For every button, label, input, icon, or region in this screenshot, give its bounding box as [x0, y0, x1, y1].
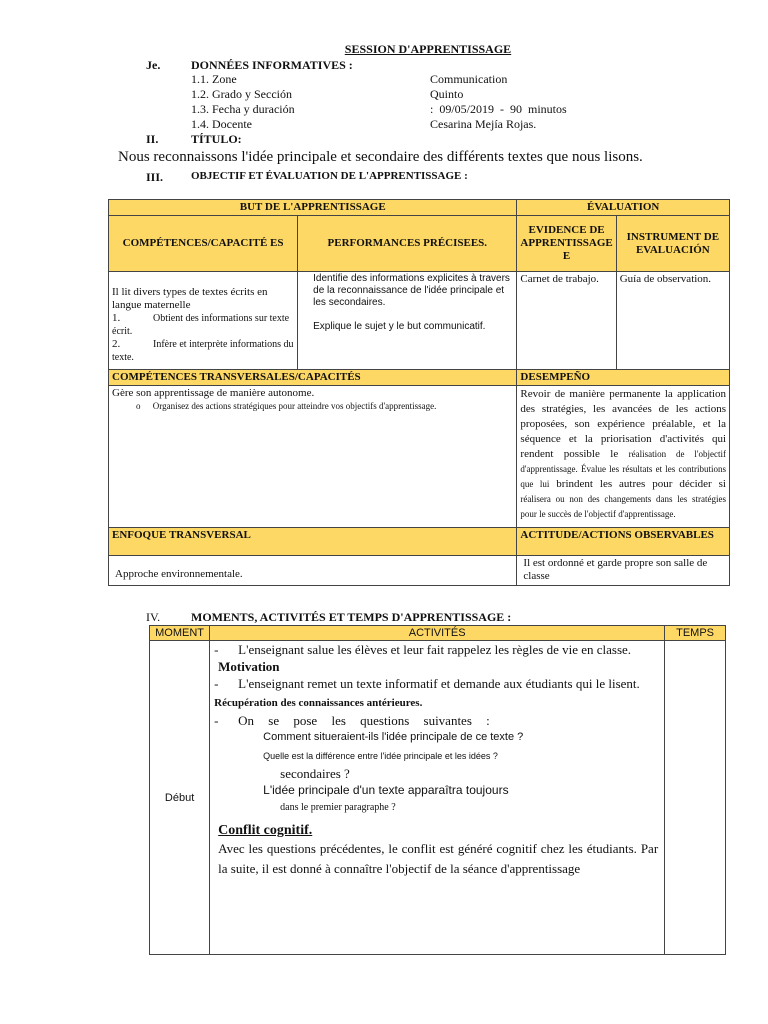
info-key: 1.2. Grado y Sección — [191, 87, 292, 101]
section-heading: TÍTULO: — [191, 132, 242, 146]
performance-cell — [298, 272, 517, 370]
header-activites: ACTIVITÉS — [210, 626, 665, 641]
header-transversal: COMPÉTENCES TRANSVERSALES/CAPACITÉS — [109, 370, 517, 386]
desempeno-text: réalisation de l'objectif d'apprentissage. Évalue les résultats et les contributions que lui — [520, 449, 726, 489]
item-number: 2. — [112, 338, 121, 350]
activity-text: L'enseignant salue les élèves et leur fait rappelez les règles de vie en classe. — [238, 642, 632, 657]
performance-text: Explique le sujet y le but communicatif. — [313, 321, 486, 332]
enfoque-cell: Approche environnementale. — [109, 556, 517, 586]
activity-text: On se pose les questions suivantes : — [238, 713, 490, 728]
header-enfoque: ENFOQUE TRANSVERSAL — [109, 528, 517, 556]
header-instrument: INSTRUMENT DE EVALUACIÓN — [616, 216, 729, 272]
motivation-heading: Motivation — [218, 659, 280, 674]
desempeno-text: brindent les autres pour décider si — [556, 478, 726, 490]
dash: - — [214, 676, 219, 691]
info-value: Quinto — [430, 87, 464, 101]
info-value: : 09/05/2019 - 90 minutos — [430, 102, 567, 116]
moment-cell: Début — [150, 641, 210, 955]
activities-cell — [210, 641, 665, 955]
instrument-cell: Guía de observation. — [616, 272, 729, 370]
competence-main: Il lit divers types de textes écrits en langue maternelle — [112, 286, 268, 311]
item-number: 1. — [112, 312, 121, 324]
lesson-title: Nous reconnaissons l'idée principale et secondaire des différents textes que nous lisons. — [118, 149, 643, 165]
info-key: 1.1. Zone — [191, 72, 237, 86]
performance-text: Identifie des informations explicites à travers de la reconnaissance de l'idée principale et les secondaires. — [313, 273, 510, 308]
desempeno-cell — [517, 386, 730, 528]
desempeno-text: Revoir de manière permanente la application des stratégies, les avancées de les actions proposées, son expérience préalable, et la séquence et la priorisation d'activités qui rendent possible le — [520, 388, 726, 460]
header-moment: MOMENT — [150, 626, 210, 641]
header-evidence: EVIDENCE DE APPRENTISSAGE E — [517, 216, 616, 272]
actitude-cell: Il est ordonné et garde propre son salle de classe — [517, 556, 730, 586]
transversal-sub: Organisez des actions stratégiques pour atteindre vos objectifs d'apprentissage. — [152, 401, 437, 411]
header-evaluation: ÉVALUATION — [517, 200, 730, 216]
desempeno-text: réalisera ou non des changements dans les stratégies pour le succès de l'objectif d'apprentissage. — [520, 494, 726, 519]
info-key: 1.4. Docente — [191, 117, 252, 131]
transversal-main: Gère son apprentissage de manière autonome. — [112, 387, 315, 399]
dash: - — [214, 642, 219, 657]
question-text: Quelle est la différence entre l'idée principale et les idées ? — [263, 751, 498, 761]
objectives-table — [108, 199, 730, 586]
section-heading: MOMENTS, ACTIVITÉS ET TEMPS D'APPRENTISSAGE : — [191, 610, 512, 624]
question-text: Comment situeraient-ils l'idée principale de ce texte ? — [263, 731, 524, 743]
dash: - — [214, 713, 219, 728]
header-desempeno: DESEMPEÑO — [517, 370, 730, 386]
question-item — [214, 729, 664, 746]
section-number: II. — [146, 132, 159, 146]
temps-cell — [665, 641, 726, 955]
header-actitude: ACTITUDE/ACTIONS OBSERVABLES — [517, 528, 730, 556]
activity-item — [214, 675, 664, 692]
recup-heading: Récupération des connaissances antérieures. — [214, 697, 423, 709]
activity-item — [214, 641, 664, 658]
question-text: secondaires ? — [280, 766, 350, 781]
question-text: dans le premier paragraphe ? — [280, 802, 396, 813]
conflit-text: Avec les questions précédentes, le conflit est généré cognitif chez les étudiants. Par la suite, il est donné à connaître l'objectif de la séance d'apprentissage — [218, 841, 659, 876]
question-text: L'idée principale d'un texte apparaîtra toujours — [263, 783, 509, 797]
capacity-text: Obtient des informations sur texte écrit. — [112, 313, 290, 337]
question-item — [214, 782, 664, 799]
header-performances: PERFORMANCES PRÉCISEES. — [298, 216, 517, 272]
checkbox-icon — [301, 273, 313, 309]
section-heading: OBJECTIF ET ÉVALUATION DE L'APPRENTISSAGE : — [191, 170, 468, 182]
conflit-heading: Conflit cognitif. — [218, 823, 313, 838]
section-number: III. — [146, 170, 164, 184]
activities-table — [149, 625, 726, 955]
info-value: Cesarina Mejía Rojas. — [430, 117, 537, 131]
evidence-cell: Carnet de trabajo. — [517, 272, 616, 370]
info-value: Communication — [430, 72, 508, 86]
capacity-text: Infère et interprète informations du texte. — [112, 339, 294, 363]
checkbox-icon — [301, 321, 313, 333]
section-number: IV. — [146, 610, 161, 624]
activity-item — [214, 712, 564, 729]
header-but: BUT DE L'APPRENTISSAGE — [109, 200, 517, 216]
header-competences: COMPÉTENCES/CAPACITÉ ES — [109, 216, 298, 272]
bullet-icon: o — [136, 401, 141, 411]
info-key: 1.3. Fecha y duración — [191, 102, 295, 116]
header-temps: TEMPS — [665, 626, 726, 641]
section-number: Je. — [146, 58, 161, 72]
activity-text: L'enseignant remet un texte informatif et demande aux étudiants qui le lisent. — [238, 676, 640, 691]
question-item — [214, 748, 664, 765]
transversal-cell — [109, 386, 517, 528]
page-title: SESSION D'APPRENTISSAGE — [344, 42, 512, 56]
section-heading: DONNÉES INFORMATIVES : — [191, 58, 353, 72]
competence-cell — [109, 272, 298, 370]
